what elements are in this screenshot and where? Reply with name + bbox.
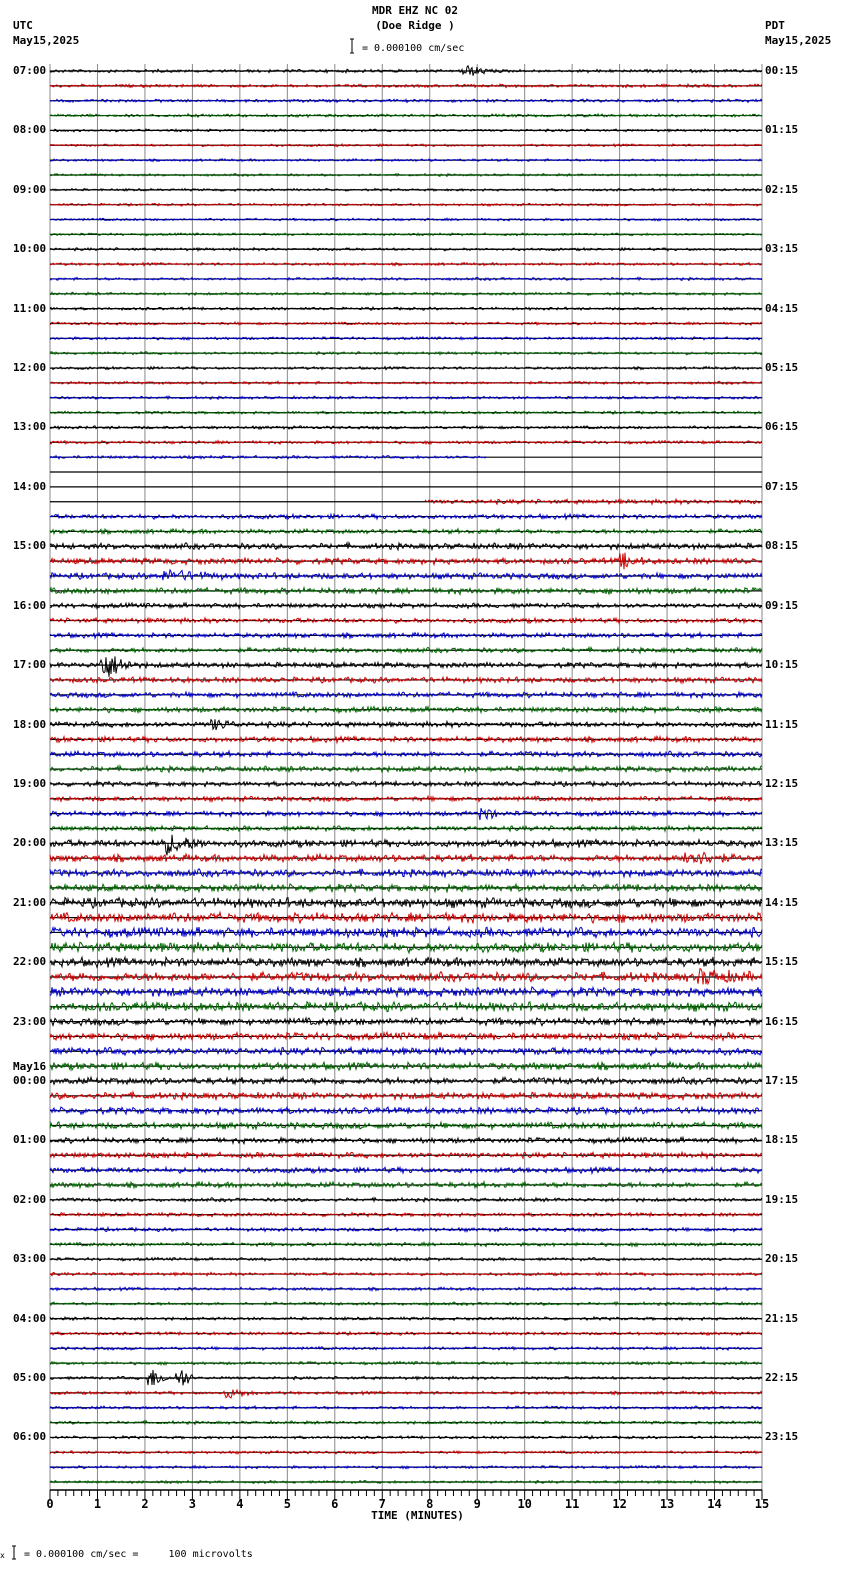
scale-legend: = 0.000100 cm/sec [362,43,465,54]
trace-line [50,1258,762,1261]
utc-hour-label: 00:00 [13,1073,47,1087]
left-date: May15,2025 [13,34,80,47]
utc-hour-label: 23:00 [13,1014,47,1028]
utc-hour-label: 04:00 [13,1311,47,1325]
pdt-time-label: 08:15 [765,539,799,553]
pdt-time-label: 15:15 [765,955,799,969]
trace-line [50,1287,762,1291]
utc-hour-label: 06:00 [13,1430,47,1444]
x-tick-label: 11 [564,1497,580,1511]
trace-line [50,441,762,445]
pdt-time-label: 22:15 [765,1371,799,1385]
x-tick-label: 13 [659,1497,675,1511]
pdt-time-label: 12:15 [765,776,799,790]
pdt-time-label: 13:15 [765,836,799,850]
trace-line [50,233,762,236]
x-tick-label: 8 [426,1497,434,1511]
pdt-time-label: 04:15 [765,301,799,315]
trace-line [50,352,762,355]
x-tick-label: 12 [612,1497,627,1511]
utc-hour-label: 13:00 [13,420,47,434]
trace-line [50,1390,762,1398]
utc-hour-label: 22:00 [13,955,47,969]
trace-line [50,174,762,177]
x-tick-label: 10 [517,1497,532,1511]
pdt-time-label: 19:15 [765,1192,799,1206]
pdt-time-label: 00:15 [765,64,799,77]
pdt-time-label: 14:15 [765,895,799,909]
trace-line [50,570,762,580]
utc-hour-label: 21:00 [13,895,47,909]
site-name: (Doe Ridge ) [375,19,455,32]
trace-line [50,1213,762,1217]
station-title: MDR EHZ NC 02 [371,4,459,17]
utc-hour-label: 18:00 [13,717,47,731]
pdt-time-label: 18:15 [765,1133,799,1147]
pdt-time-label: 02:15 [765,182,799,196]
utc-hour-label: 17:00 [13,658,47,672]
x-tick-label: 1 [93,1497,102,1511]
pdt-time-label: 16:15 [765,1014,799,1028]
utc-hour-label: 08:00 [13,123,47,137]
utc-hour-label: 02:00 [13,1192,47,1206]
x-tick-label: 9 [473,1497,481,1511]
utc-hour-label: 03:00 [13,1252,47,1266]
pdt-time-label: 20:15 [765,1252,799,1266]
utc-hour-label: 01:00 [13,1133,47,1147]
pdt-time-label: 03:15 [765,242,799,256]
x-tick-label: 3 [188,1497,197,1511]
x-tick-label: 7 [378,1497,386,1511]
pdt-time-label: 07:15 [765,479,799,493]
left-timezone: UTC [13,19,33,32]
x-tick-label: 15 [754,1497,770,1511]
trace-line [50,835,762,856]
right-date: May15,2025 [765,34,832,47]
x-axis-title: TIME (MINUTES) [371,1509,464,1522]
utc-hour-label: 15:00 [13,539,47,553]
trace-line [50,719,762,730]
x-tick-label: 0 [46,1497,54,1511]
utc-hour-label: 10:00 [13,242,47,256]
trace-line [50,808,762,820]
pdt-time-label: 01:15 [765,123,799,137]
trace-line [50,1436,762,1439]
utc-hour-label: 14:00 [13,479,47,493]
trace-line [50,1122,762,1129]
x-tick-label: 2 [141,1497,149,1511]
utc-hour-label: 09:00 [13,182,47,196]
utc-hour-label: 11:00 [13,301,47,315]
x-tick-label: 4 [236,1497,244,1511]
utc-hour-label: 19:00 [13,776,47,790]
pdt-time-label: 09:15 [765,598,799,612]
trace-line [50,692,762,698]
pdt-time-label: 10:15 [765,658,799,672]
trace-line [50,1332,762,1335]
date-change-label: May16 [13,1059,47,1073]
footer-scale: = 0.000100 cm/sec = 100 microvolts [24,1549,253,1560]
trace-line [50,656,762,676]
trace-line [50,1272,762,1275]
pdt-time-label: 23:15 [765,1430,799,1444]
trace-line [50,218,762,221]
utc-hour-label: 07:00 [13,64,47,77]
x-tick-label: 14 [707,1497,722,1511]
pdt-time-label: 11:15 [765,717,799,731]
utc-hour-label: 20:00 [13,836,47,850]
trace-line [50,367,762,370]
utc-hour-label: 05:00 [13,1371,47,1385]
utc-hour-label: 16:00 [13,598,47,612]
pdt-time-label: 06:15 [765,420,799,434]
x-tick-label: 6 [331,1497,339,1511]
right-timezone: PDT [765,19,785,32]
footer-prefix: x [0,1551,5,1560]
trace-line [50,1107,762,1115]
pdt-time-label: 17:15 [765,1073,799,1087]
pdt-time-label: 05:15 [765,361,799,375]
trace-line [50,129,762,132]
x-tick-label: 5 [283,1497,291,1511]
utc-hour-label: 12:00 [13,361,47,375]
pdt-time-label: 21:15 [765,1311,799,1325]
